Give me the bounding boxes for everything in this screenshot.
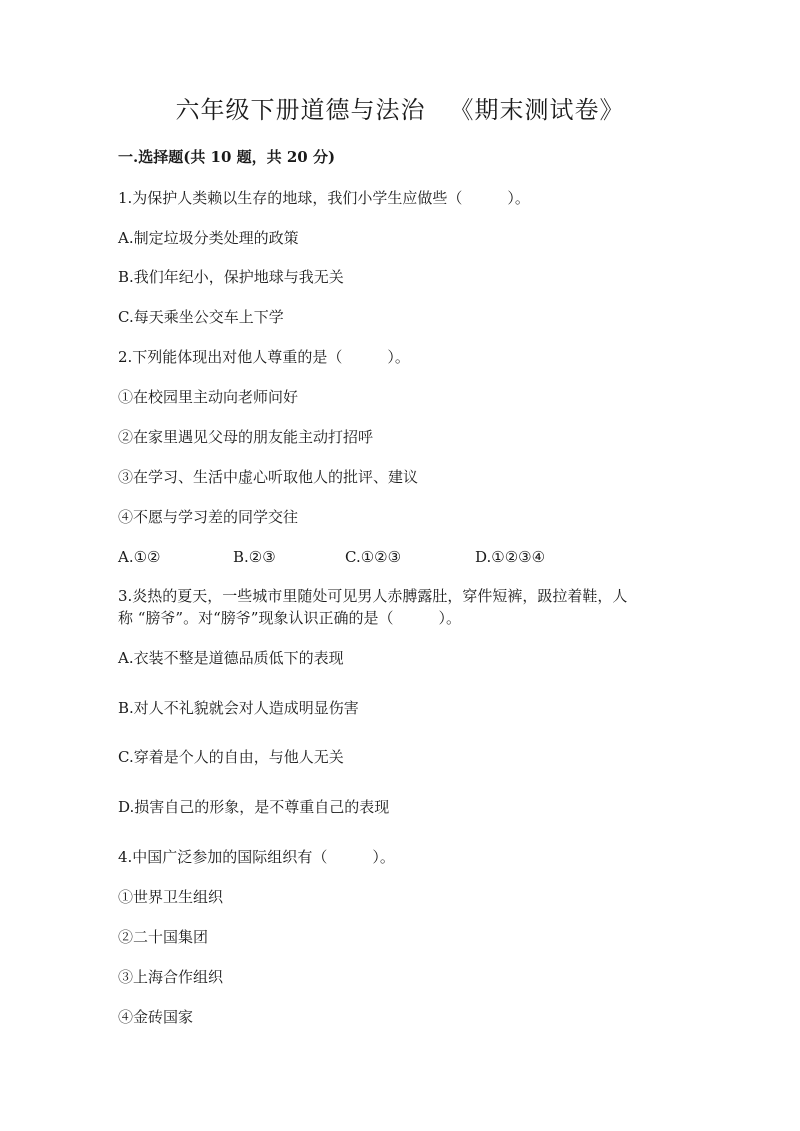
question-2-item-1: ①在校园里主动向老师问好 bbox=[118, 388, 299, 406]
question-2-item-3: ③在学习、生活中虚心听取他人的批评、建议 bbox=[118, 468, 419, 486]
question-3-option-d: D.损害自己的形象，是不尊重自己的表现 bbox=[118, 798, 390, 816]
section-heading: 一.选择题(共 10 题，共 20 分) bbox=[118, 148, 336, 166]
question-1-option-a: A.制定垃圾分类处理的政策 bbox=[118, 229, 299, 247]
question-1-option-b: B.我们年纪小，保护地球与我无关 bbox=[118, 268, 344, 286]
question-3-stem-line-1: 3.炎热的夏天，一些城市里随处可见男人赤膊露肚，穿件短裤，趿拉着鞋，人 bbox=[118, 587, 628, 605]
question-2-choice-b: B.②③ bbox=[233, 548, 276, 566]
question-2-choice-a: A.①② bbox=[118, 548, 161, 566]
question-3-option-c: C.穿着是个人的自由，与他人无关 bbox=[118, 748, 344, 766]
question-1-option-c: C.每天乘坐公交车上下学 bbox=[118, 308, 284, 326]
question-2-choice-c: C.①②③ bbox=[345, 548, 402, 566]
title-main: 六年级下册道德与法治 bbox=[175, 96, 426, 124]
question-3-option-b: B.对人不礼貌就会对人造成明显伤害 bbox=[118, 699, 359, 717]
title-sub: 《期末测试卷》 bbox=[449, 96, 625, 124]
question-2-choice-d: D.①②③④ bbox=[475, 548, 546, 566]
question-4-item-2: ②二十国集团 bbox=[118, 928, 209, 946]
question-2-item-2: ②在家里遇见父母的朋友能主动打招呼 bbox=[118, 428, 374, 446]
question-2-stem: 2.下列能体现出对他人尊重的是（ ）。 bbox=[118, 348, 410, 366]
question-4-item-1: ①世界卫生组织 bbox=[118, 888, 224, 906]
question-3-option-a: A.衣装不整是道德品质低下的表现 bbox=[118, 649, 344, 667]
page-title bbox=[0, 93, 800, 127]
question-2-item-4: ④不愿与学习差的同学交往 bbox=[118, 508, 299, 526]
question-3-stem-line-2: 称 “膀爷”。对“膀爷”现象认识正确的是（ ）。 bbox=[118, 609, 461, 627]
question-4-item-3: ③上海合作组织 bbox=[118, 968, 224, 986]
question-1-stem: 1.为保护人类赖以生存的地球，我们小学生应做些（ ）。 bbox=[118, 189, 530, 207]
question-4-stem: 4.中国广泛参加的国际组织有（ ）。 bbox=[118, 848, 395, 866]
question-4-item-4: ④金砖国家 bbox=[118, 1008, 194, 1026]
